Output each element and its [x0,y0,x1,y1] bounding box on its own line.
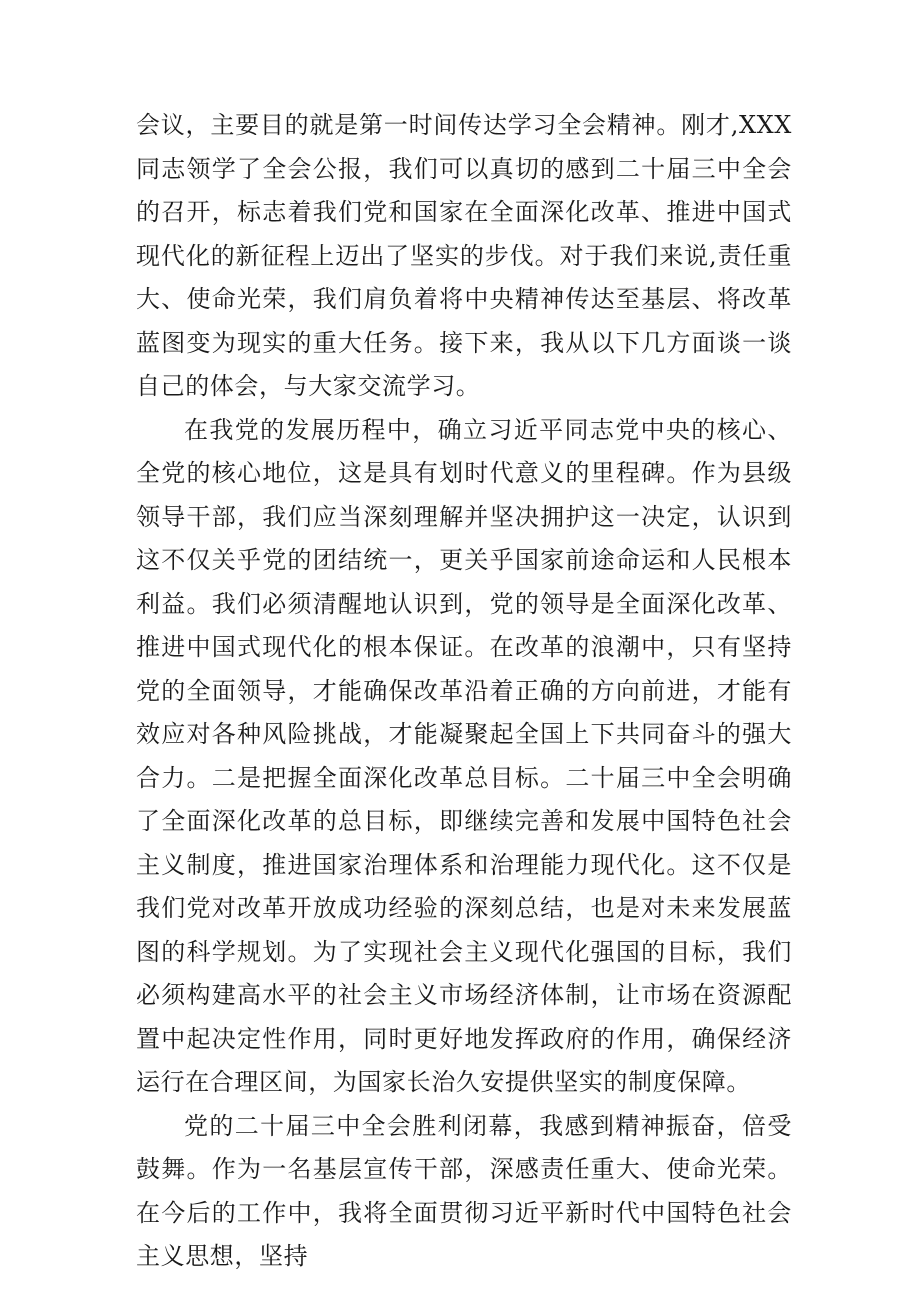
paragraph-personal-reflection: 党的二十届三中全会胜利闭幕，我感到精神振奋，倍受鼓舞。作为一名基层宣传干部，深感责任重大、使命光荣。在今后的工作中，我将全面贯彻习近平新时代中国特色社会主义思想，坚持 [136,1111,792,1270]
paragraph-core-leadership: 在我党的发展历程中，确立习近平同志党中央的核心、全党的核心地位，这是具有划时代意义的里程碑。作为县级领导干部，我们应当深刻理解并坚决拥护这一决定，认识到这不仅关乎党的团结统一，更关乎国家前途命运和人民根本利益。我们必须清醒地认识到，党的领导是全面深化改革、推进中国式现代化的根本保证。在改革的浪潮中，只有坚持党的全面领导，才能确保改革沿着正确的方向前进，才能有效应对各种风险挑战，才能凝聚起全国上下共同奋斗的强大合力。二是把握全面深化改革总目标。二十届三中全会明确了全面深化改革的总目标，即继续完善和发展中国特色社会主义制度，推进国家治理体系和治理能力现代化。这不仅是我们党对改革开放成功经验的深刻总结，也是对未来发展蓝图的科学规划。为了实现社会主义现代化强国的目标，我们必须构建高水平的社会主义市场经济体制，让市场在资源配置中起决定性作用，同时更好地发挥政府的作用，确保经济运行在合理区间，为国家长治久安提供坚实的制度保障。 [136,415,792,1096]
document-body [136,104,792,1279]
paragraph-continuation: 会议，主要目的就是第一时间传达学习全会精神。刚才,XXX同志领学了全会公报，我们可以真切的感到二十届三中全会的召开，标志着我们党和国家在全面深化改革、推进中国式现代化的新征程上迈出了坚实的步伐。对于我们来说,责任重大、使命光荣，我们肩负着将中央精神传达至基层、将改革蓝图变为现实的重大任务。接下来，我从以下几方面谈一谈自己的体会，与大家交流学习。 [136,111,792,400]
